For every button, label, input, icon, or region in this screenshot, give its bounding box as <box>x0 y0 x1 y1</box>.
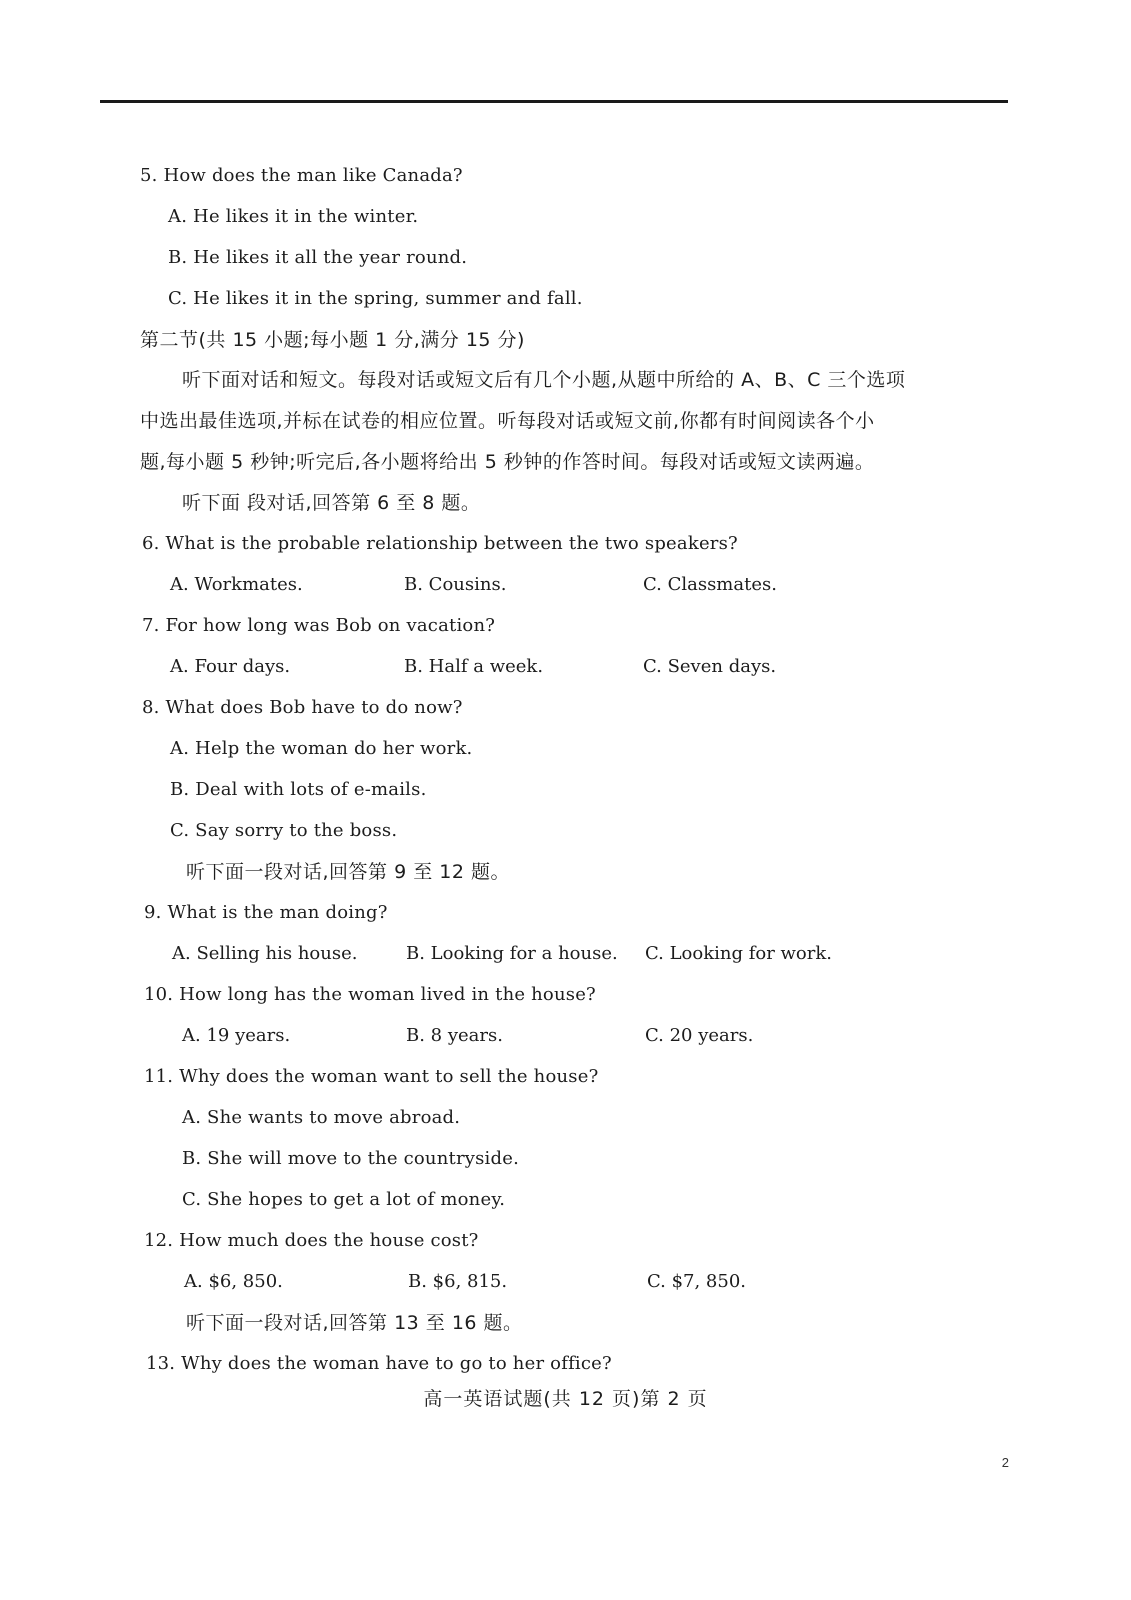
question-12-stem: 12. How much does the house cost? <box>144 1230 479 1251</box>
question-5-option-a: A. He likes it in the winter. <box>168 206 419 227</box>
question-7-option-b: B. Half a week. <box>404 656 544 677</box>
question-6-option-b: B. Cousins. <box>404 574 507 595</box>
question-12-option-c: C. $7, 850. <box>647 1271 746 1292</box>
question-12-option-b: B. $6, 815. <box>408 1271 508 1292</box>
question-7-option-c: C. Seven days. <box>643 656 777 677</box>
question-8-stem: 8. What does Bob have to do now? <box>142 697 463 718</box>
question-12-option-a: A. $6, 850. <box>184 1271 283 1292</box>
question-8-option-b: B. Deal with lots of e-mails. <box>170 779 427 800</box>
dialogue-intro-6-8: 听下面 段对话,回答第 6 至 8 题。 <box>182 492 481 514</box>
question-11-stem: 11. Why does the woman want to sell the house? <box>144 1066 599 1087</box>
question-10-option-a: A. 19 years. <box>182 1025 291 1046</box>
question-6-option-a: A. Workmates. <box>170 574 303 595</box>
page-footer: 高一英语试题(共 12 页)第 2 页 <box>423 1388 708 1410</box>
question-11-option-b: B. She will move to the countryside. <box>182 1148 520 1169</box>
question-13-stem: 13. Why does the woman have to go to her office? <box>146 1353 612 1374</box>
question-10-stem: 10. How long has the woman lived in the house? <box>144 984 596 1005</box>
question-5-option-b: B. He likes it all the year round. <box>168 247 468 268</box>
dialogue-intro-13-16: 听下面一段对话,回答第 13 至 16 题。 <box>186 1312 523 1334</box>
question-5-option-c: C. He likes it in the spring, summer and fall. <box>168 288 583 309</box>
question-6-option-c: C. Classmates. <box>643 574 777 595</box>
question-7-option-a: A. Four days. <box>170 656 291 677</box>
section-2-instruction-line-1: 听下面对话和短文。每段对话或短文后有几个小题,从题中所给的 A、B、C 三个选项 <box>182 369 906 391</box>
section-2-instruction-line-3: 题,每小题 5 秒钟;听完后,各小题将给出 5 秒钟的作答时间。每段对话或短文读两遍。 <box>140 451 875 473</box>
question-10-option-c: C. 20 years. <box>645 1025 754 1046</box>
question-5-stem: 5. How does the man like Canada? <box>140 165 463 186</box>
question-9-option-c: C. Looking for work. <box>645 943 833 964</box>
question-9-option-a: A. Selling his house. <box>172 943 358 964</box>
question-11-option-c: C. She hopes to get a lot of money. <box>182 1189 506 1210</box>
question-11-option-a: A. She wants to move abroad. <box>182 1107 461 1128</box>
section-2-instruction-line-2: 中选出最佳选项,并标在试卷的相应位置。听每段对话或短文前,你都有时间阅读各个小 <box>140 410 875 432</box>
question-7-stem: 7. For how long was Bob on vacation? <box>142 615 496 636</box>
question-9-stem: 9. What is the man doing? <box>144 902 388 923</box>
question-9-option-b: B. Looking for a house. <box>406 943 618 964</box>
question-8-option-c: C. Say sorry to the boss. <box>170 820 398 841</box>
section-2-heading: 第二节(共 15 小题;每小题 1 分,满分 15 分) <box>140 329 525 351</box>
page-number: 2 <box>1001 1455 1009 1470</box>
header-rule <box>100 100 1008 103</box>
question-10-option-b: B. 8 years. <box>406 1025 503 1046</box>
question-8-option-a: A. Help the woman do her work. <box>170 738 473 759</box>
dialogue-intro-9-12: 听下面一段对话,回答第 9 至 12 题。 <box>186 861 510 883</box>
question-6-stem: 6. What is the probable relationship between the two speakers? <box>142 533 738 554</box>
